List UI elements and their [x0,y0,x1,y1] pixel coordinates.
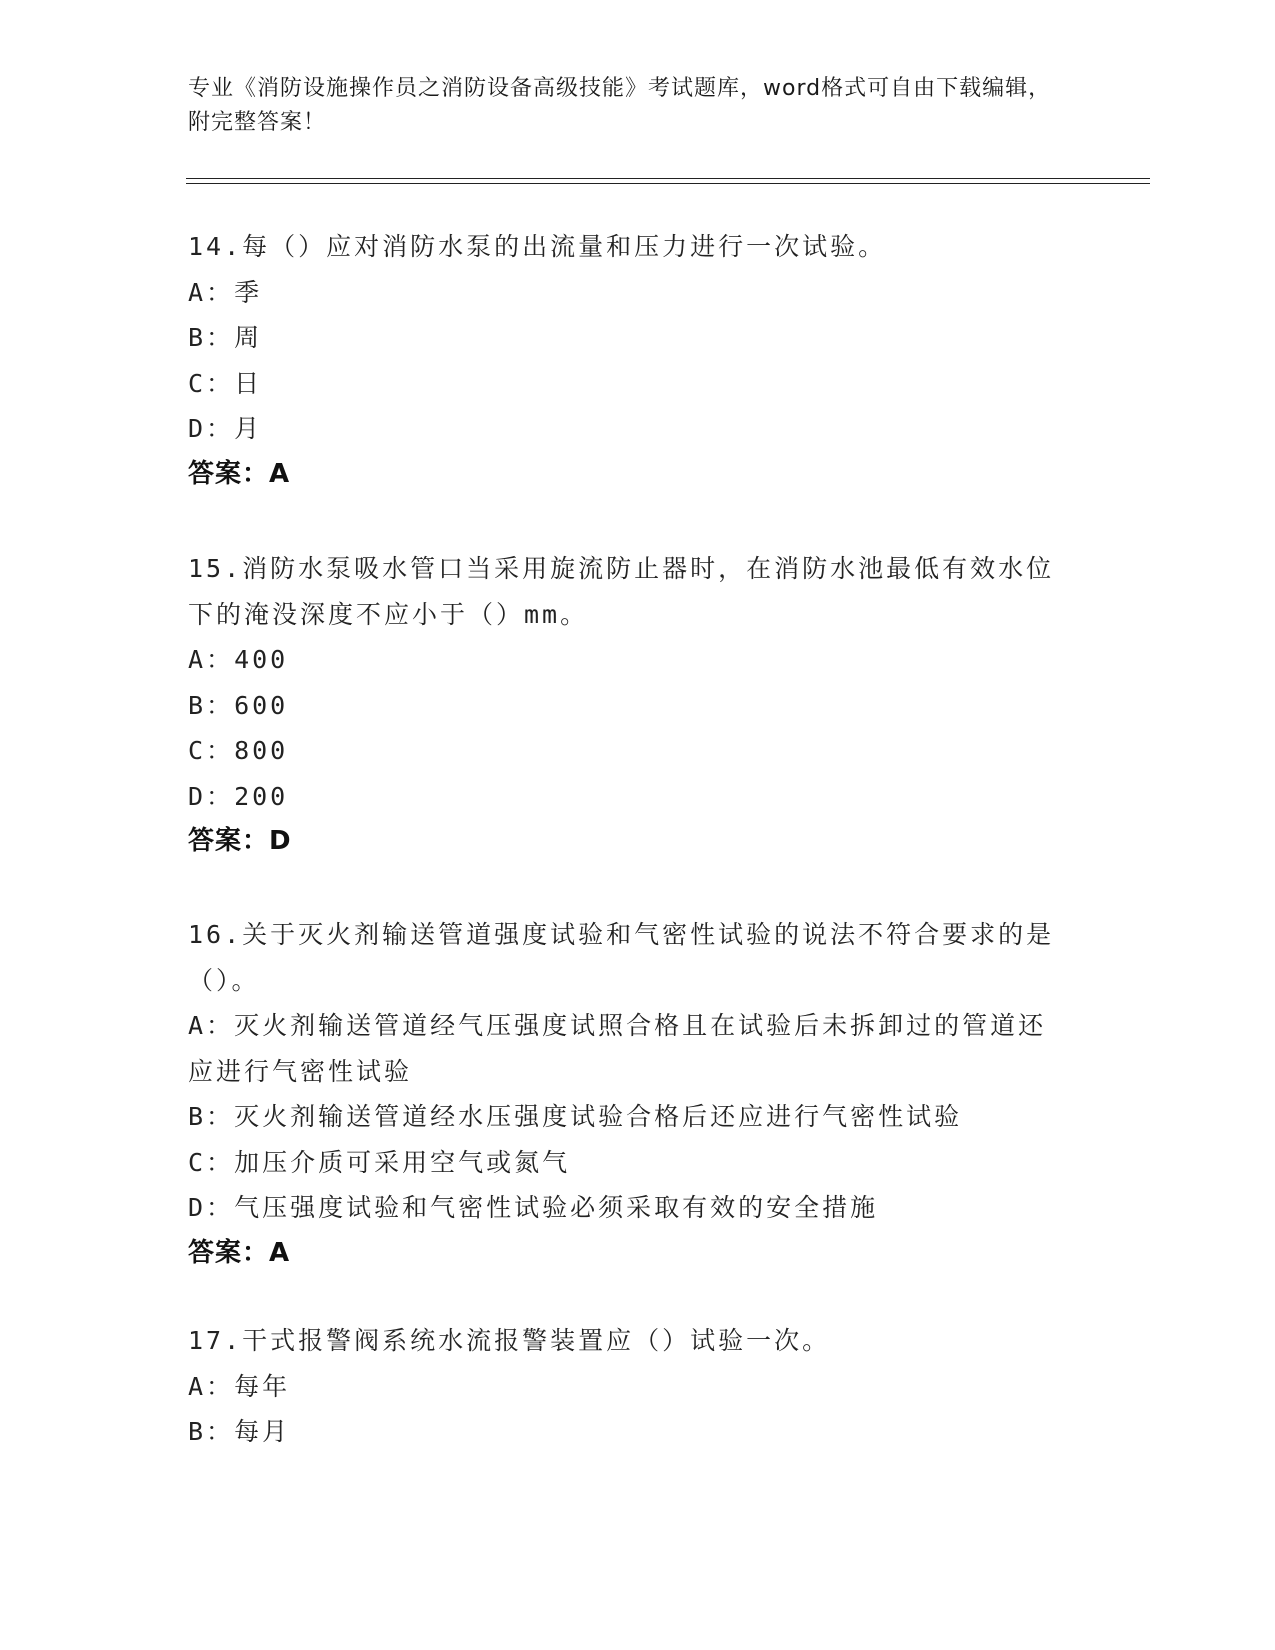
question-stem-line-1: 15.消防水泵吸水管口当采用旋流防止器时，在消防水池最低有效水位 [188,554,1055,583]
option-a-continuation: 应进行气密性试验 [188,1056,413,1086]
question-15 [188,546,1068,865]
option-c [188,728,1068,774]
question-14 [188,224,1068,497]
option-d [188,774,1068,820]
option-text: 灭火剂输送管道经气压强度试照合格且在试验后未拆卸过的管道还 [234,1011,1047,1040]
option-text: 灭火剂输送管道经水压强度试验合格后还应进行气密性试验 [234,1102,963,1131]
option-label: C： [188,736,235,765]
option-a [188,637,1068,683]
option-label: D： [188,1193,235,1222]
option-text: 600 [234,690,289,720]
option-a [188,1003,1068,1049]
option-label: A： [188,645,235,674]
question-stem-line-1: 16.关于灭火剂输送管道强度试验和气密性试验的说法不符合要求的是 [188,920,1055,949]
option-c [188,361,1068,407]
option-b [188,1409,1068,1455]
answer-line: 答案：D [188,826,292,856]
option-label: B： [188,1102,235,1131]
option-a [188,1364,1068,1410]
option-b [188,315,1068,361]
question-16 [188,912,1068,1276]
answer-line: 答案：A [188,458,291,489]
option-text: 800 [234,736,289,765]
option-text: 每年 [234,1371,291,1401]
option-text: 200 [234,781,289,811]
option-label: C： [188,368,235,398]
question-stem-line-2: 下的淹没深度不应小于（）mm。 [188,599,589,629]
option-text: 日 [234,368,263,398]
option-text: 加压介质可采用空气或氮气 [234,1147,571,1177]
option-label: A： [188,277,235,307]
option-label: B： [188,690,235,720]
option-text: 每月 [234,1417,291,1446]
option-d [188,406,1068,452]
option-label: B： [188,323,235,352]
option-d [188,1185,1068,1231]
option-b [188,683,1068,729]
header-double-rule [186,178,1150,184]
option-a [188,270,1068,316]
option-c [188,1140,1068,1186]
option-label: D： [188,414,235,443]
answer-line: 答案：A [188,1237,291,1268]
document-header-text: 专业《消防设施操作员之消防设备高级技能》考试题库，word格式可自由下载编辑，附完整答案！ [188,76,1052,135]
option-label: A： [188,1011,235,1040]
option-b [188,1094,1068,1140]
option-text: 气压强度试验和气密性试验必须采取有效的安全措施 [234,1193,879,1222]
question-17 [188,1318,1068,1455]
option-label: D： [188,781,235,811]
question-stem: 14.每（）应对消防水泵的出流量和压力进行一次试验。 [188,232,887,261]
question-stem-line-2: （）。 [188,965,260,995]
option-label: A： [188,1371,235,1401]
option-text: 季 [234,277,263,307]
option-label: B： [188,1417,235,1446]
option-text: 月 [234,414,263,443]
option-text: 400 [234,645,289,674]
question-stem: 17.干式报警阀系统水流报警装置应（）试验一次。 [188,1326,831,1355]
option-label: C： [188,1147,235,1177]
option-text: 周 [234,323,263,352]
